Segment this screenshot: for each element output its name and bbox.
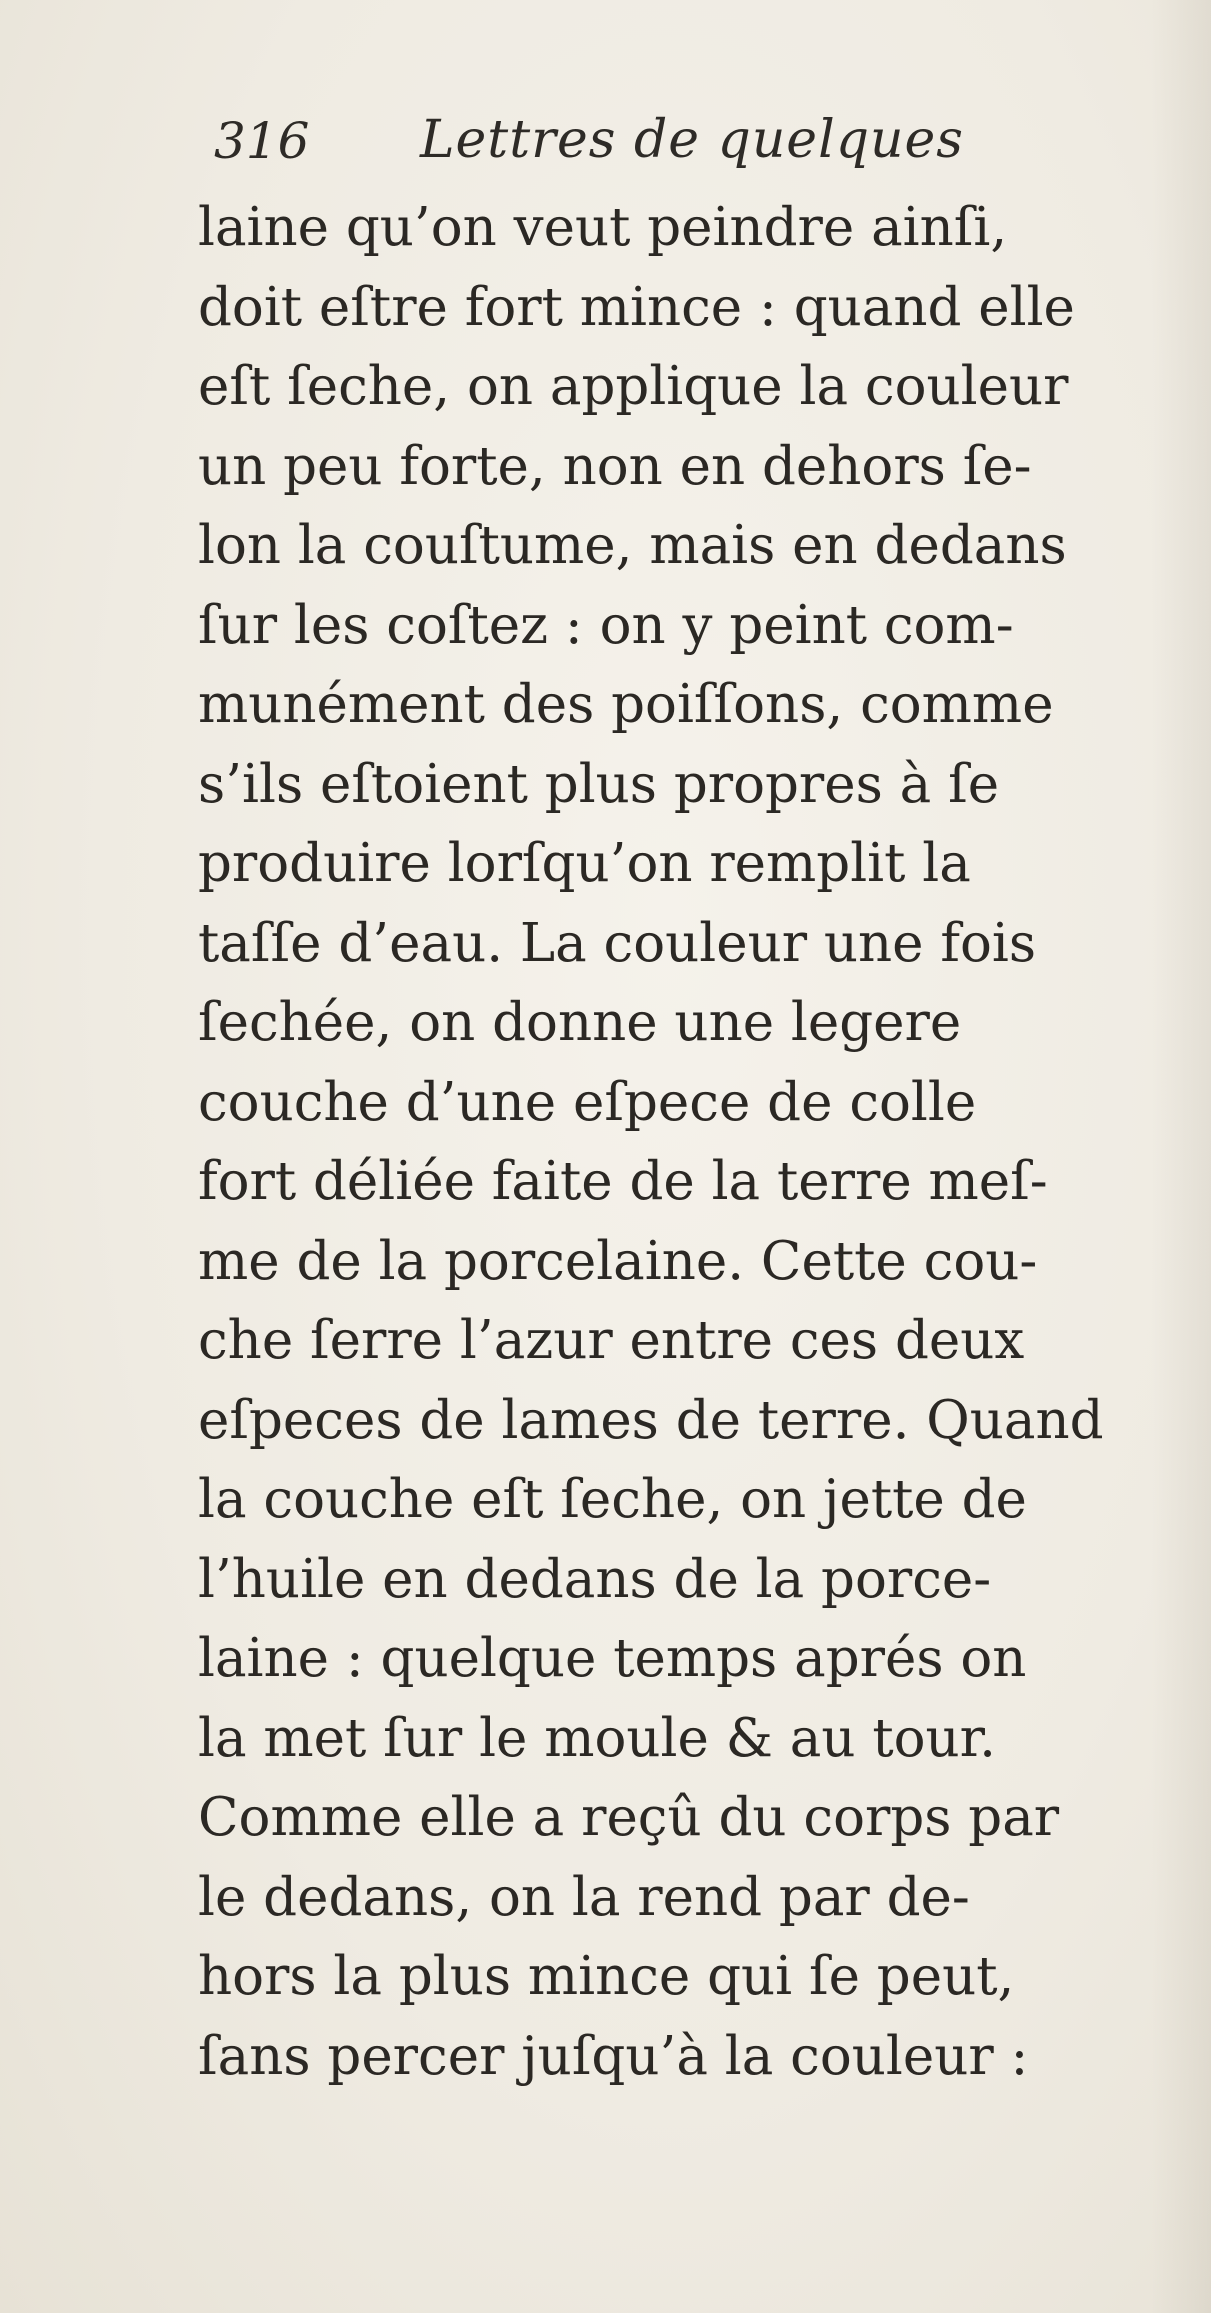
text-line: che ſerre l’azur entre ces deux: [198, 1310, 1025, 1371]
text-line: me de la porcelaine. Cette cou-: [198, 1230, 1038, 1292]
body-text: [198, 188, 1148, 2096]
text-line: hors la plus mince qui ſe peut,: [198, 1946, 1015, 2007]
gutter-shadow: [1151, 0, 1211, 2313]
text-line: la met ſur le moule & au tour.: [198, 1707, 997, 1769]
text-line: laine : quelque temps aprés on: [198, 1628, 1027, 1689]
text-line: laine qu’on veut peindre ainſi,: [198, 197, 1008, 258]
text-line: ſechée, on donne une legere: [198, 992, 962, 1053]
running-title: Lettres de quelques: [420, 110, 964, 170]
text-line: eſt ſeche, on applique la couleur: [198, 356, 1069, 417]
text-line: lon la couſtume, mais en dedans: [198, 515, 1067, 576]
text-line: le dedans, on la rend par de-: [198, 1866, 970, 1928]
page-header: [200, 98, 1100, 178]
text-line: doit eſtre fort mince : quand elle: [198, 276, 1075, 338]
text-line: munément des poiſſons, comme: [198, 674, 1054, 735]
text-line: s’ils eſtoient plus propres à ſe: [198, 753, 1000, 815]
text-line: la couche eſt ſeche, on jette de: [198, 1469, 1027, 1530]
text-line: ſans percer juſqu’à la couleur :: [198, 2025, 1029, 2087]
text-line: taſſe d’eau. La couleur une fois: [198, 912, 1037, 974]
page-number: 316: [214, 112, 310, 170]
text-line: eſpeces de lames de terre. Quand: [198, 1389, 1104, 1451]
text-line: un peu forte, non en dehors ſe-: [198, 435, 1032, 497]
text-line: fort déliée faite de la terre meſ-: [198, 1151, 1048, 1212]
text-line: ſur les coſtez : on y peint com-: [198, 594, 1014, 656]
text-line: produire lorſqu’on remplit la: [198, 833, 971, 894]
text-line: Comme elle a reçû du corps par: [198, 1787, 1060, 1848]
text-line: couche d’une eſpece de colle: [198, 1071, 977, 1133]
text-line: l’huile en dedans de la porce-: [198, 1548, 992, 1610]
